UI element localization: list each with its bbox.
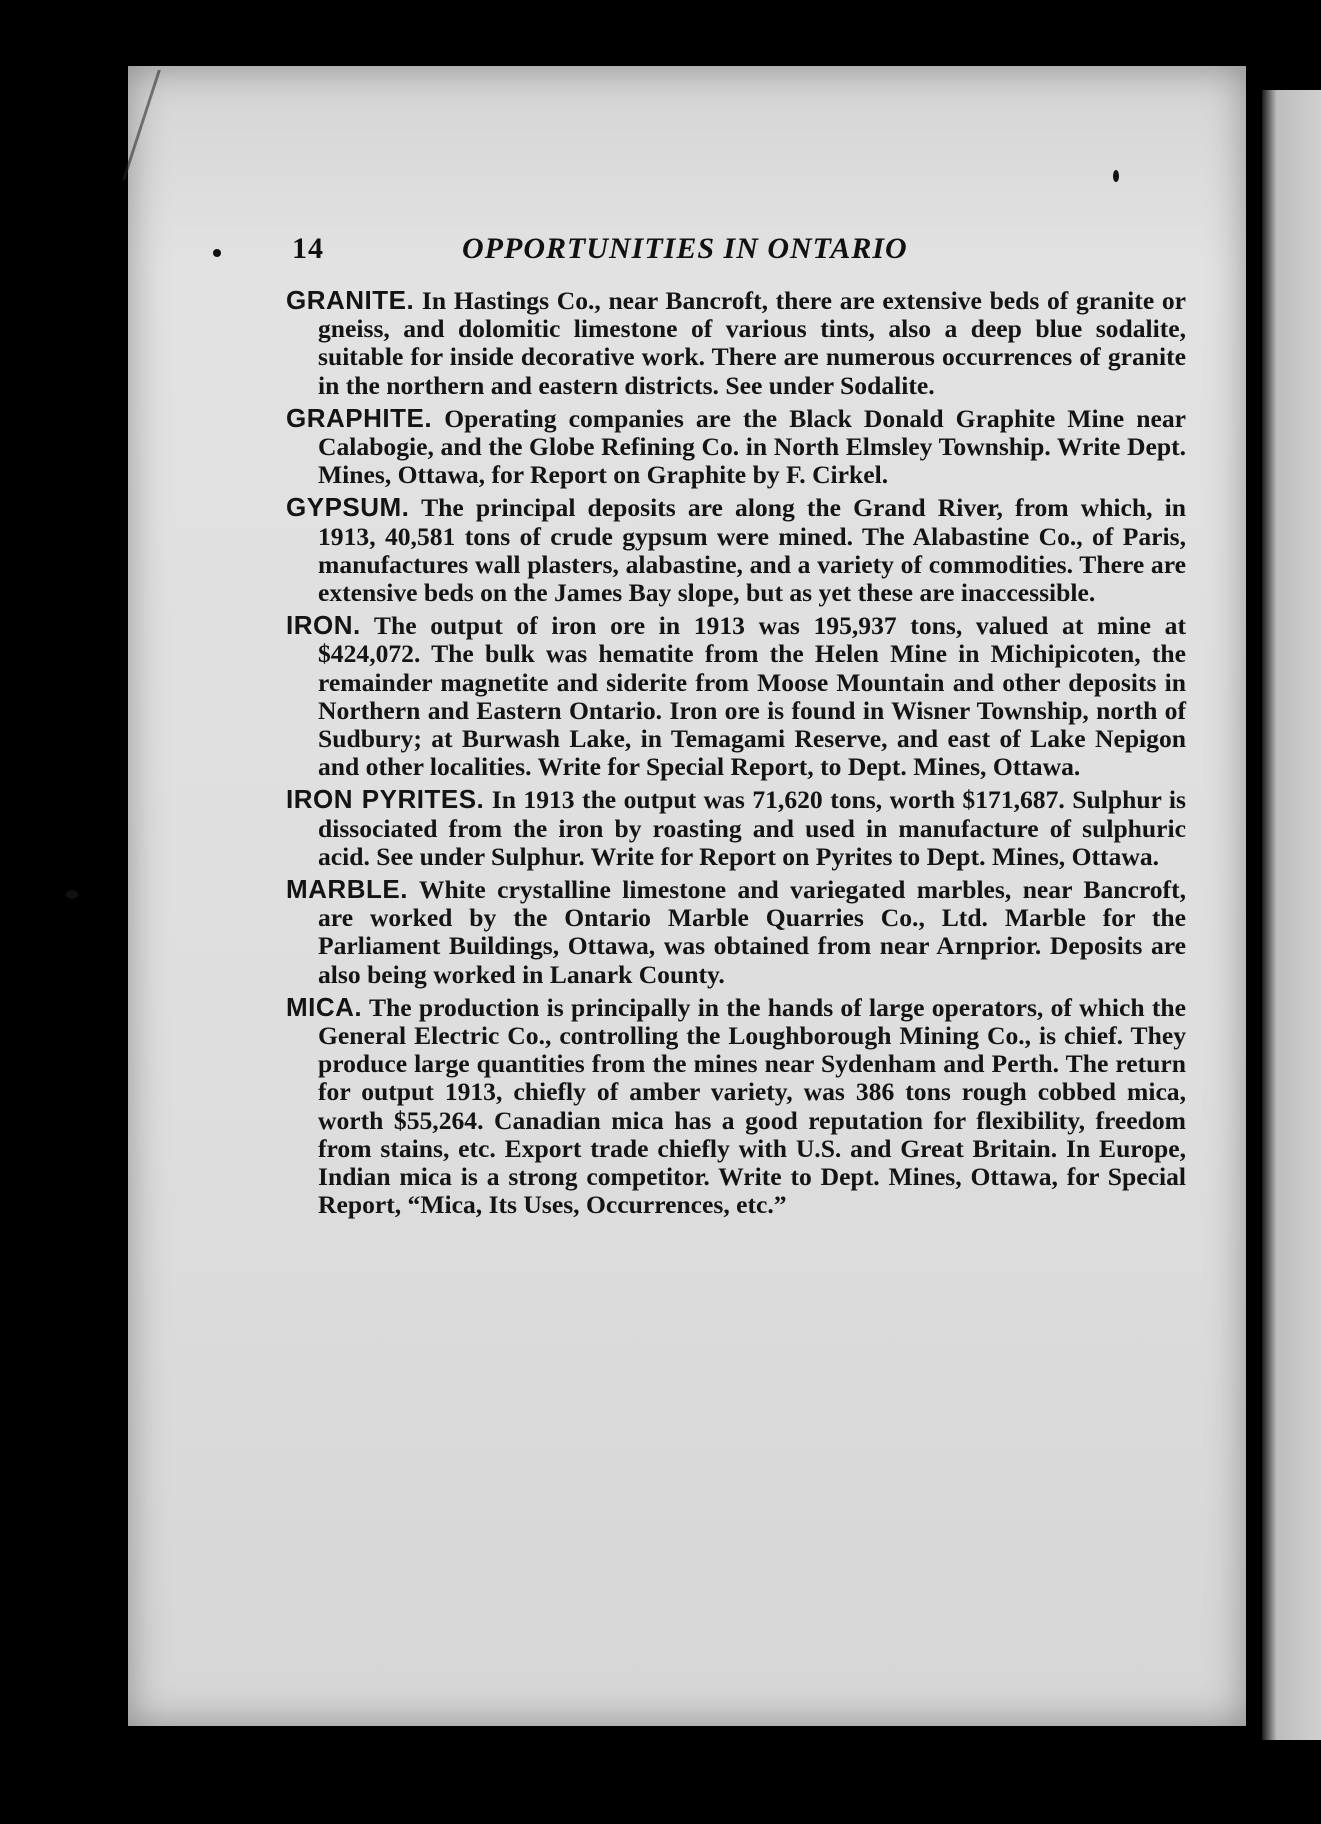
page-header <box>280 232 1160 272</box>
entry-text: The production is principally in the hands of large operators, of which the General Electric Co., controlling the Loughborough Mining Co., is chief. They produce large quantities from the mines near Sydenham and Perth. The return for output 1913, chiefly of amber variety, was 386 tons rough cobbed mica, worth $55,264. Canadian mica has a good reputation for flexibility, freedom from stains, etc. Export trade chiefly with U.S. and Great Britain. In Europe, Indian mica is a strong competitor. Write to Dept. Mines, Ottawa, for Special Report, “Mica, Its Uses, Occurrences, etc.” <box>318 992 1186 1220</box>
entry-term: GYPSUM. <box>286 492 410 523</box>
entry-term: IRON PYRITES. <box>286 784 485 815</box>
page-number: 14 <box>292 232 324 265</box>
scan-speck <box>213 249 221 257</box>
scan-speck <box>66 890 78 899</box>
page-body <box>286 286 1186 1224</box>
entry-gypsum <box>286 493 1186 607</box>
entry-term: IRON. <box>286 610 361 641</box>
entry-term: GRAPHITE. <box>286 402 433 433</box>
entry-text: White crystalline limestone and variegated marbles, near Bancroft, are worked by the Ontario Marble Quarries Co., Ltd. Marble for the Parliament Buildings, Ottawa, was obtained from near Arnprior. Deposits are also being worked in Lanark County. <box>318 875 1187 989</box>
entry-iron <box>286 611 1186 781</box>
entry-granite <box>286 286 1186 400</box>
entry-term: GRANITE. <box>286 285 415 315</box>
entry-iron-pyrites <box>286 785 1186 871</box>
entry-term: MICA. <box>286 991 363 1022</box>
entry-marble <box>286 875 1186 989</box>
running-title: OPPORTUNITIES IN ONTARIO <box>462 232 908 265</box>
adjacent-page-edge <box>1262 90 1321 1740</box>
entry-text: In 1913 the output was 71,620 tons, worth $171,687. Sulphur is dissociated from the iron by roasting and used in manufacture of sulphuric acid. See under Sulphur. Write for Report on Pyrites to Dept. Mines, Ottawa. <box>318 785 1186 871</box>
entry-mica <box>286 993 1186 1220</box>
entry-text: The principal deposits are along the Grand River, from which, in 1913, 40,581 tons of crude gypsum were mined. The Alabastine Co., of Paris, manufactures wall plasters, alabastine, and a variety of commodities. There are extensive beds on the James Bay slope, but as yet these are inaccessible. <box>318 493 1187 608</box>
entry-term: MARBLE. <box>286 874 408 905</box>
entry-text: The output of iron ore in 1913 was 195,937 tons, valued at mine at $424,072. The bulk was hematite from the Helen Mine in Michipicoten, the remainder magnetite and siderite from Moose Mountain and other deposits in Northern and Eastern Ontario. Iron ore is found in Wisner Township, north of Sudbury; at Burwash Lake, in Temagami Reserve, and east of Lake Nepigon and other localities. Write for Special Report, to Dept. Mines, Ottawa. <box>318 611 1186 782</box>
entry-text: In Hastings Co., near Bancroft, there are extensive beds of granite or gneiss, and dolomitic limestone of various tints, also a deep blue sodalite, suitable for inside decorative work. There are numerous occurrences of granite in the northern and eastern districts. See under Sodalite. <box>318 286 1186 400</box>
entry-text: Operating companies are the Black Donald Graphite Mine near Calabogie, and the Globe Refining Co. in North Elmsley Township. Write Dept. Mines, Ottawa, for Report on Graphite by F. Cirkel. <box>318 403 1187 490</box>
scan-speck <box>1113 170 1119 182</box>
entry-graphite <box>286 404 1186 490</box>
